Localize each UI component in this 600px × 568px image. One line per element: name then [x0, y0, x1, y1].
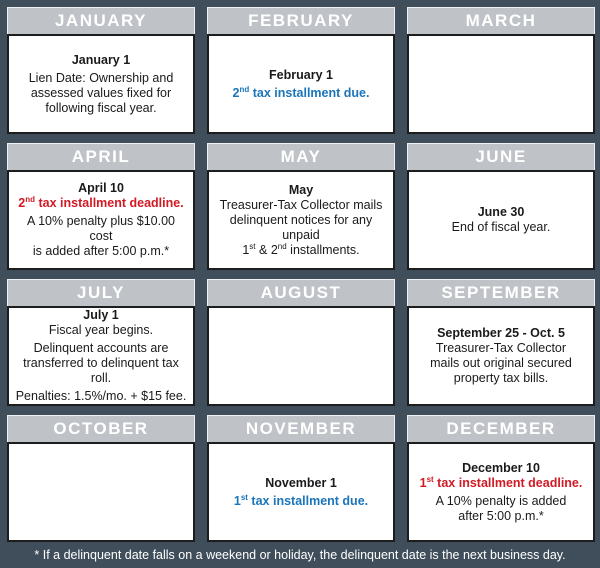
month-header: MARCH: [407, 7, 595, 34]
ordinal-suffix: nd: [277, 241, 287, 251]
event-line: Lien Date: Ownership and: [28, 70, 174, 85]
event-line: property tax bills.: [453, 371, 549, 385]
installment-deadline-note: [420, 476, 583, 491]
month-body: [7, 170, 195, 270]
event-line: Penalties: 1.5%/mo. + $15 fee.: [15, 389, 187, 403]
event-text: & 2: [255, 242, 278, 257]
deadline-text: tax installment deadline.: [35, 196, 184, 210]
month-card-february: [207, 7, 395, 134]
month-card-january: [7, 7, 195, 134]
month-body: [7, 306, 195, 406]
month-card-july: [7, 279, 195, 406]
month-card-august: [207, 279, 395, 406]
event-date: May: [288, 182, 314, 197]
ordinal-number: 2: [18, 196, 26, 210]
month-body: [407, 442, 595, 542]
month-header: APRIL: [7, 143, 195, 170]
month-body: [7, 34, 195, 134]
installment-text: tax installment due.: [247, 493, 369, 508]
month-header: DECEMBER: [407, 415, 595, 442]
month-header: SEPTEMBER: [407, 279, 595, 306]
month-header: FEBRUARY: [207, 7, 395, 34]
month-header: MAY: [207, 143, 395, 170]
event-line: is added after 5:00 p.m.*: [32, 244, 170, 258]
event-date: September 25 - Oct. 5: [437, 326, 565, 340]
footnote: * If a delinquent date falls on a weekend or holiday, the delinquent date is the next business day.: [34, 548, 566, 562]
month-body: [407, 306, 595, 406]
month-card-june: [407, 143, 595, 270]
event-date: July 1: [83, 308, 119, 322]
event-date: December 10: [462, 460, 540, 475]
event-date: April 10: [78, 181, 124, 195]
event-line: [242, 243, 359, 258]
ordinal-suffix: nd: [25, 194, 36, 204]
installment-text: tax installment due.: [249, 85, 370, 100]
deadline-text: tax installment deadline.: [433, 475, 583, 490]
month-header: JULY: [7, 279, 195, 306]
event-text: installments.: [286, 242, 360, 257]
month-body: [407, 170, 595, 270]
month-header: JUNE: [407, 143, 595, 170]
event-line: End of fiscal year.: [451, 220, 551, 234]
installment-due-note: [233, 86, 370, 101]
month-body: [207, 306, 395, 406]
event-line: after 5:00 p.m.*: [458, 508, 544, 523]
month-card-november: [207, 415, 395, 542]
tax-calendar-grid: [7, 7, 595, 542]
month-card-may: [207, 143, 395, 270]
month-card-september: [407, 279, 595, 406]
event-line: A 10% penalty plus $10.00 cost: [26, 214, 176, 243]
installment-deadline-note: [18, 196, 183, 211]
month-header: JANUARY: [7, 7, 195, 34]
month-card-december: [407, 415, 595, 542]
event-date: January 1: [71, 52, 131, 67]
event-date: November 1: [265, 475, 337, 490]
ordinal-number: 1: [242, 242, 250, 257]
ordinal-number: 1: [419, 475, 427, 490]
event-line: Treasurer-Tax Collector: [435, 341, 567, 355]
event-date: February 1: [269, 67, 333, 82]
event-line: following fiscal year.: [45, 100, 157, 115]
month-body: [207, 170, 395, 270]
month-body: [7, 442, 195, 542]
event-line: delinquent notices for any unpaid: [229, 212, 373, 242]
event-line: Fiscal year begins.: [48, 323, 154, 337]
month-card-march: [407, 7, 595, 134]
month-body: [407, 34, 595, 134]
ordinal-suffix: st: [426, 474, 434, 484]
month-header: AUGUST: [207, 279, 395, 306]
ordinal-suffix: st: [240, 492, 248, 502]
ordinal-number: 2: [232, 85, 240, 100]
month-header: NOVEMBER: [207, 415, 395, 442]
ordinal-number: 1: [233, 493, 241, 508]
ordinal-suffix: nd: [239, 84, 250, 94]
month-body: [207, 34, 395, 134]
installment-due-note: [234, 494, 368, 509]
event-line: Treasurer-Tax Collector mails: [219, 197, 383, 212]
event-date: June 30: [477, 205, 525, 219]
event-line: mails out original secured: [430, 356, 572, 370]
month-header: OCTOBER: [7, 415, 195, 442]
month-card-october: [7, 415, 195, 542]
month-body: [207, 442, 395, 542]
event-line: transferred to delinquent tax roll.: [23, 356, 179, 385]
event-line: assessed values fixed for: [30, 85, 172, 100]
month-card-april: [7, 143, 195, 270]
event-line: Delinquent accounts are: [33, 341, 169, 355]
event-line: A 10% penalty is added: [435, 493, 567, 508]
ordinal-suffix: st: [249, 241, 256, 251]
